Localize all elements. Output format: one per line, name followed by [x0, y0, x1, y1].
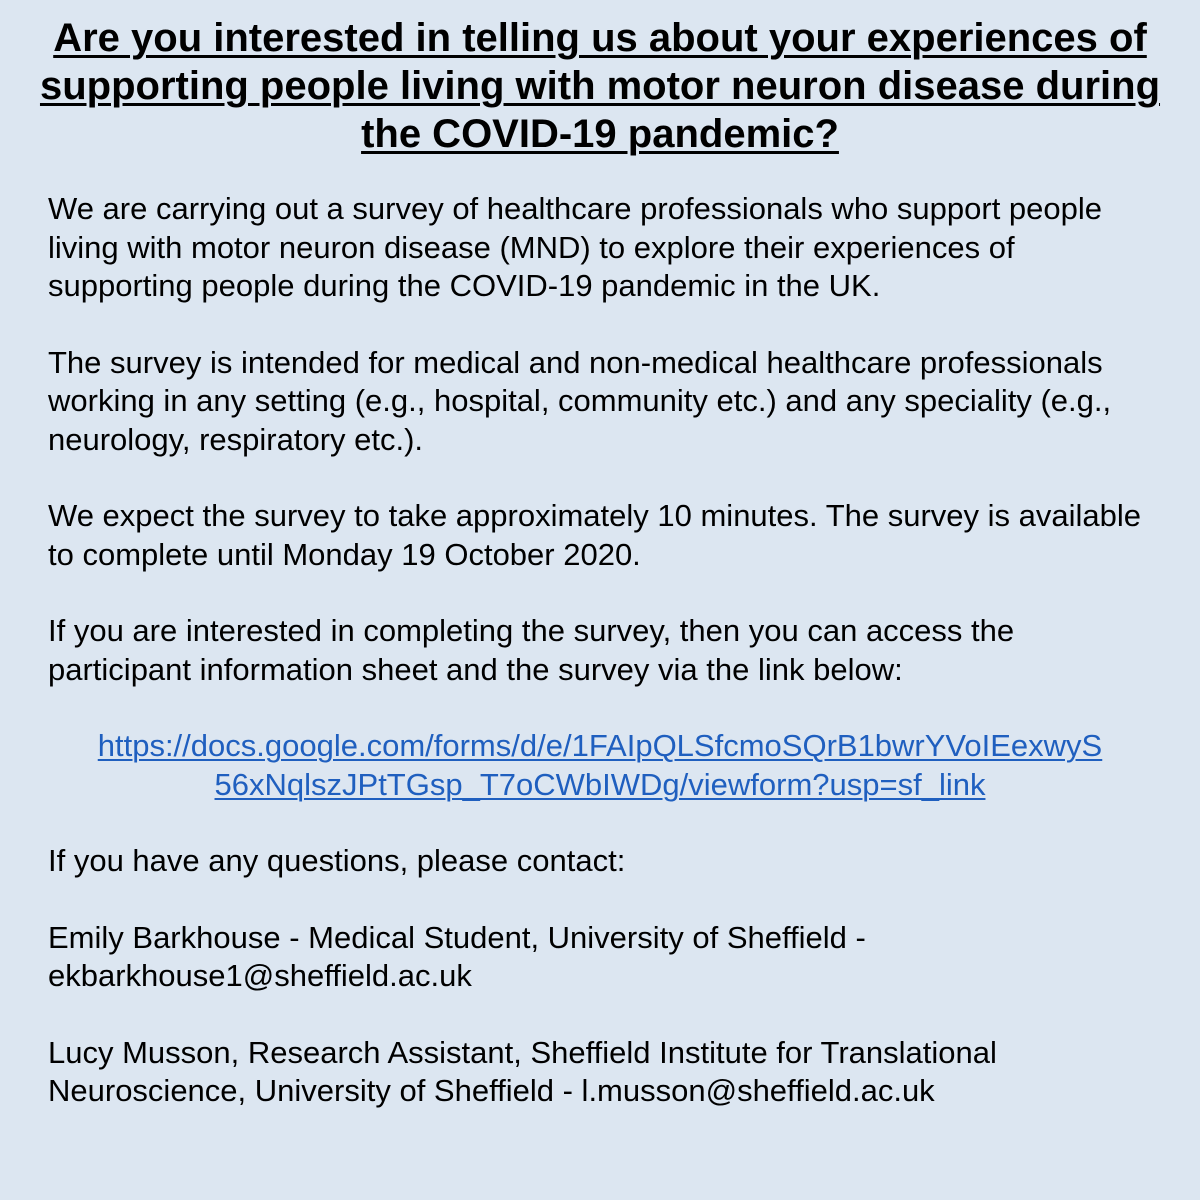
contact-emily-line-2: ekbarkhouse1@sheffield.ac.uk — [48, 958, 472, 993]
survey-link-line-1: https://docs.google.com/forms/d/e/1FAIpQLSfcmoSQrB1bwrYVoIEexwyS — [97, 728, 1103, 763]
access-paragraph: If you are interested in completing the survey, then you can access the participant information sheet and the survey via the link below: — [48, 613, 1015, 687]
survey-link-block — [26, 727, 1174, 804]
audience-paragraph: The survey is intended for medical and non-medical healthcare professionals working in any setting (e.g., hospital, community etc.) and any speciality (e.g., neurology, respiratory etc.). — [48, 344, 1112, 457]
contact-lucy-line-2: Neuroscience, University of Sheffield - l.musson@sheffield.ac.uk — [48, 1073, 935, 1108]
flyer-title: Are you interested in telling us about your experiences of supporting people living with motor neuron disease during the COVID-19 pandemic? — [39, 16, 1161, 156]
questions-paragraph: If you have any questions, please contact: — [48, 843, 626, 878]
contact-lucy — [48, 1034, 1152, 1111]
survey-link[interactable] — [98, 728, 1103, 802]
intro-paragraph: We are carrying out a survey of healthcare professionals who support people living with motor neuron disease (MND) to explore their experiences of supporting people during the COVID-19 pandemic in the UK. — [48, 191, 1103, 303]
contact-lucy-line-1: Lucy Musson, Research Assistant, Sheffield Institute for Translational — [48, 1034, 997, 1070]
survey-link-line-2: 56xNqlszJPtTGsp_T7oCWbIWDg/viewform?usp=sf_link — [214, 766, 986, 802]
contact-emily-line-1: Emily Barkhouse - Medical Student, University of Sheffield - — [48, 919, 866, 955]
contact-emily — [48, 919, 1152, 996]
duration-paragraph: We expect the survey to take approximately 10 minutes. The survey is available to complete until Monday 19 October 2020. — [48, 498, 1142, 572]
